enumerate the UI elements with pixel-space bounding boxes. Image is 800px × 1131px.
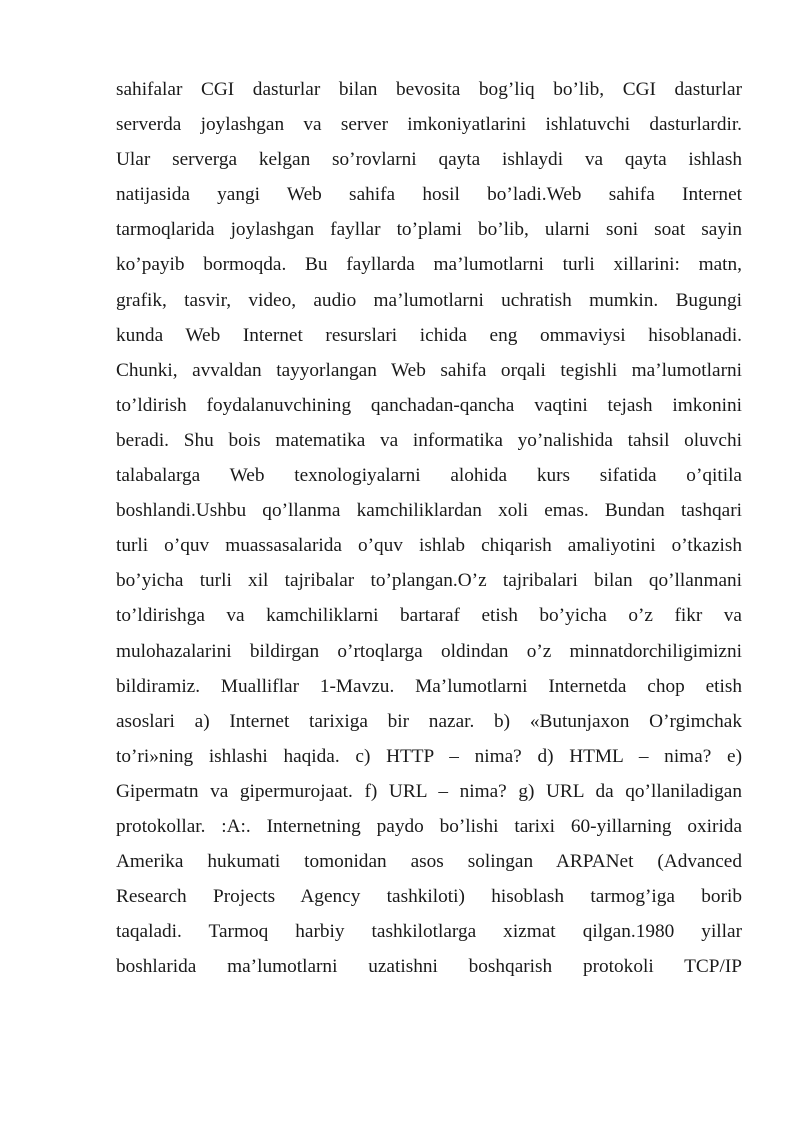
text-line: talabalarga Web texnologiyalarni alohida kurs sifatida o’qitila — [116, 465, 742, 487]
text-line: protokollar. :A:. Internetning paydo bo’lishi tarixi 60-yillarning oxirida — [116, 815, 742, 837]
text-line: asoslari a) Internet tarixiga bir nazar. b) «Butunjaxon O’rgimchak — [116, 710, 742, 732]
text-line: boshlarida ma’lumotlarni uzatishni boshqarish protokoli TCP/IP — [116, 956, 742, 978]
text-line: Amerika hukumati tomonidan asos solingan ARPANet (Advanced — [116, 851, 742, 873]
text-line: Gipermatn va gipermurojaat. f) URL – nima? g) URL da qo’llaniladigan — [116, 780, 742, 802]
text-line: tarmoqlarida joylashgan fayllar to’plami bo’lib, ularni soni soat sayin — [116, 219, 742, 241]
document-page — [116, 72, 742, 984]
text-line: beradi. Shu bois matematika va informatika yo’nalishida tahsil oluvchi — [116, 429, 742, 451]
text-line: to’ri»ning ishlashi haqida. c) HTTP – nima? d) HTML – nima? e) — [116, 745, 742, 767]
text-line: kunda Web Internet resurslari ichida eng ommaviysi hisoblanadi. — [116, 324, 742, 346]
text-line: mulohazalarini bildirgan o’rtoqlarga oldindan o’z minnatdorchiligimizni — [116, 640, 742, 662]
text-line: Chunki, avvaldan tayyorlangan Web sahifa orqali tegishli ma’lumotlarni — [116, 359, 742, 381]
text-line: bildiramiz. Mualliflar 1-Mavzu. Ma’lumotlarni Internetda chop etish — [116, 675, 742, 697]
text-line: natijasida yangi Web sahifa hosil bo’ladi.Web sahifa Internet — [116, 184, 742, 206]
text-line: boshlandi.Ushbu qo’llanma kamchiliklardan xoli emas. Bundan tashqari — [116, 500, 742, 522]
text-line: sahifalar CGI dasturlar bilan bevosita bog’liq bo’lib, CGI dasturlar — [116, 79, 742, 100]
text-line: grafik, tasvir, video, audio ma’lumotlarni uchratish mumkin. Bugungi — [116, 289, 742, 311]
text-line: ko’payib bormoqda. Bu fayllarda ma’lumotlarni turli xillarini: matn, — [116, 254, 742, 276]
text-line: Ular serverga kelgan so’rovlarni qayta ishlaydi va qayta ishlash — [116, 149, 742, 171]
text-line: serverda joylashgan va server imkoniyatlarini ishlatuvchi dasturlardir. — [116, 114, 742, 136]
text-line: turli o’quv muassasalarida o’quv ishlab chiqarish amaliyotini o’tkazish — [116, 535, 742, 557]
text-line: Research Projects Agency tashkiloti) hisoblash tarmog’iga borib — [116, 886, 742, 908]
text-line: to’ldirishga va kamchiliklarni bartaraf etish bo’yicha o’z fikr va — [116, 605, 742, 627]
text-line: to’ldirish foydalanuvchining qanchadan-qancha vaqtini tejash imkonini — [116, 394, 742, 416]
text-line: bo’yicha turli xil tajribalar to’plangan.O’z tajribalari bilan qo’llanmani — [116, 570, 742, 592]
text-line: taqaladi. Tarmoq harbiy tashkilotlarga xizmat qilgan.1980 yillar — [116, 921, 742, 943]
